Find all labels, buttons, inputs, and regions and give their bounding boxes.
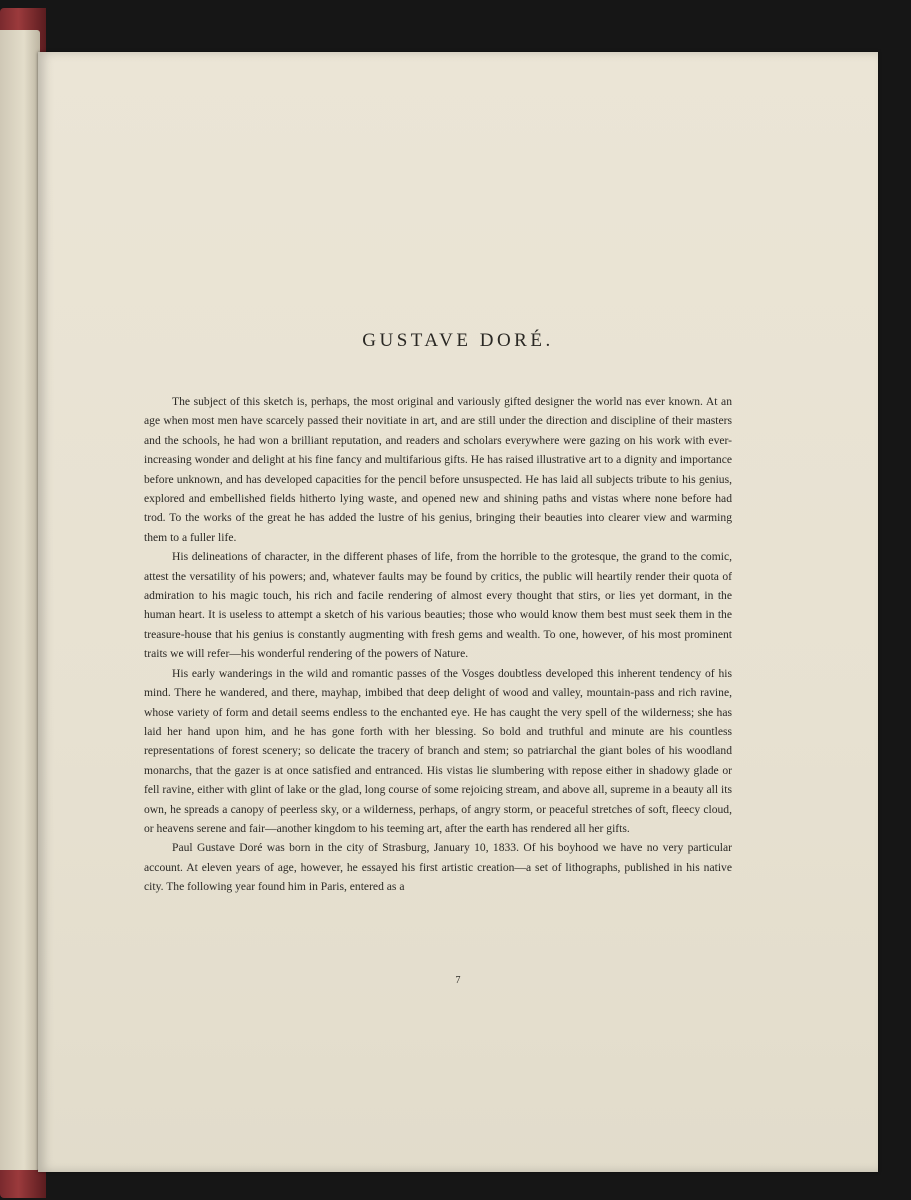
paragraph-1: The subject of this sketch is, perhaps, the most original and variously gifted designer the world nas ever known. At an age when most men have scarcely passed their novitiate in art, and are still under the direction and discipline of their masters and the schools, he had won a brilliant reputation, and readers and scholars everywhere were gazing on his work with ever-increasing wonder and delight at his fine fancy and multifarious gifts. He has raised illustrative art to a dignity and importance before unknown, and has developed capacities for the pencil before unsuspected. He has laid all subjects tribute to his genius, explored and embellished fields hitherto lying waste, and opened new and shining paths and vistas where none before had trod. To the works of the great he has added the lustre of his genius, bringing their beauties into clearer view and warming them to a fuller life. (144, 395, 732, 544)
paragraph-2: His delineations of character, in the different phases of life, from the horrible to the grotesque, the grand to the comic, attest the versatility of his powers; and, whatever faults may be found by critics, the public will heartily render their quota of admiration to his magic touch, his rich and facile rendering of almost every thought that stirs, or lies yet dormant, in the human heart. It is useless to attempt a sketch of his various beauties; those who would know them best must seek them in the treasure-house that his genius is constantly augmenting with fresh gems and wealth. To one, however, of his most prominent traits we will refer—his wonderful rendering of the powers of Nature. (144, 550, 732, 661)
facing-page-edge (0, 30, 40, 1170)
paragraph-3: His early wanderings in the wild and romantic passes of the Vosges doubtless developed this inherent tendency of his mind. There he wandered, and there, mayhap, imbibed that deep delight of wood and valley, mountain-pass and rich ravine, whose variety of form and detail seems endless to the enchanted eye. He has caught the very spell of the wilderness; she has laid her hand upon him, and he has gone forth with her blessing. So bold and truthful and minute are his countless representations of forest scenery; so delicate the tracery of branch and stem; so patriarchal the giant boles of his woodland monarchs, that the gazer is at once satisfied and entranced. His vistas lie slumbering with repose either in shadowy glade or fell ravine, either with glint of lake or the glad, long course of some rejoicing stream, and above all, supreme in a beauty all its own, he spreads a canopy of peerless sky, or a wilderness, perhaps, of angry storm, or peaceful stretches of soft, fleecy cloud, or heavens serene and fair—another kingdom to his teeming art, after the earth has rendered all her gifts. (144, 666, 732, 835)
book-page (38, 52, 878, 1172)
page-number: 7 (455, 975, 461, 986)
body-text (144, 392, 732, 897)
page-title: GUSTAVE DORÉ. (362, 330, 554, 351)
paragraph-4: Paul Gustave Doré was born in the city of Strasburg, January 10, 1833. Of his boyhood we have no very particular account. At eleven years of age, however, he essayed his first artistic creation—a set of lithographs, published in his native city. The following year found him in Paris, entered as a (144, 841, 732, 894)
